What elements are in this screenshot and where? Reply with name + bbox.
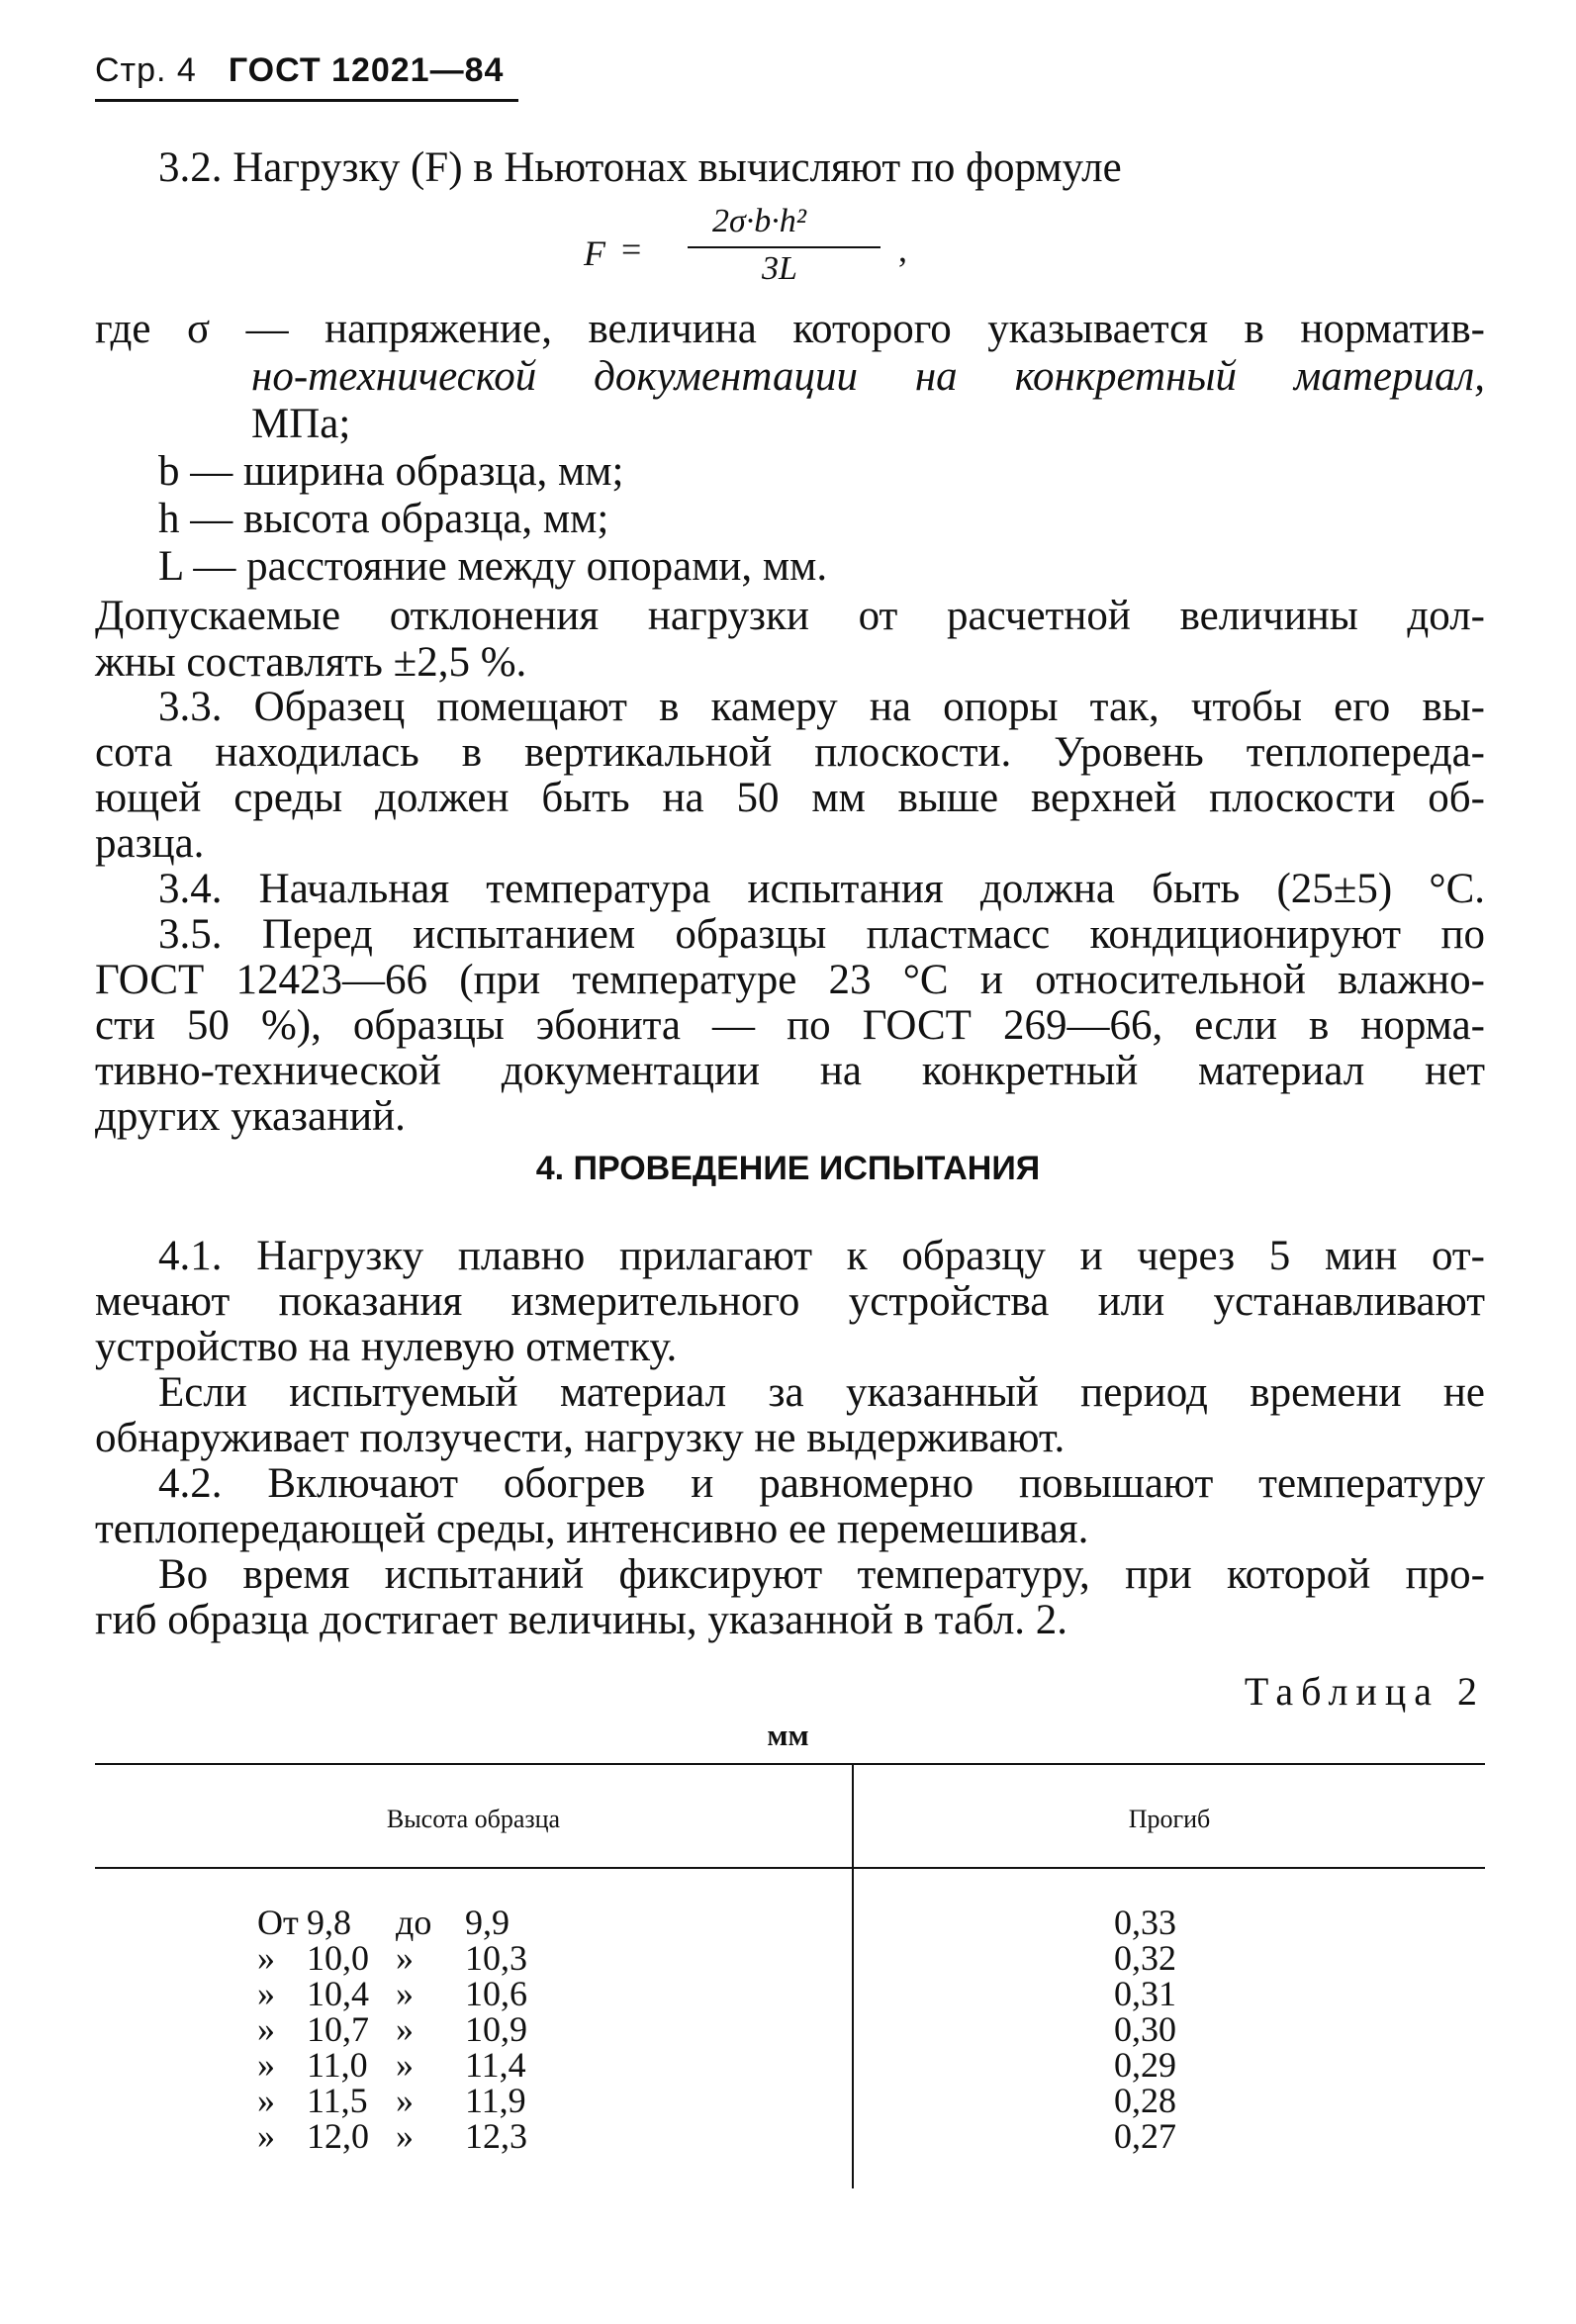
- clause-3-5-line-5: других указаний.: [95, 1093, 406, 1140]
- clause-3-5-line-3: сти 50 %), образцы эбонита — по ГОСТ 269—66, если в норма-: [95, 1002, 1485, 1049]
- clause-4-1-line-2: мечают показания измерительного устройства или устанавливают: [95, 1278, 1485, 1325]
- no-creep-line-1: Если испытуемый материал за указанный период времени не: [158, 1369, 1485, 1416]
- table-row-deflection: 0,31: [1114, 1974, 1176, 2013]
- formula-numerator: 2σ·b·h²: [712, 203, 806, 239]
- section-4-heading: 4. ПРОВЕДЕНИЕ ИСПЫТАНИЯ: [535, 1150, 1041, 1187]
- table-row-deflection: 0,30: [1114, 2009, 1176, 2049]
- clause-4-1-line-3: устройство на нулевую отметку.: [95, 1324, 678, 1370]
- formula-fraction-bar: [688, 246, 881, 248]
- table-row-height: » 12,0 » 12,3: [257, 2116, 527, 2156]
- tolerance-line-2: жны составлять ±2,5 %.: [95, 639, 527, 686]
- no-creep-line-2: обнаруживает ползучести, нагрузку не выдерживают.: [95, 1415, 1066, 1461]
- table-unit: мм: [767, 1718, 809, 1752]
- table-row-deflection: 0,27: [1114, 2116, 1176, 2156]
- definition-sigma-line-3: МПа;: [251, 401, 351, 447]
- page-number: Стр. 4: [95, 51, 197, 89]
- clause-3-5-line-4: тивно-технической документации на конкретный материал нет: [95, 1048, 1485, 1094]
- clause-4-2-line-2: теплопередающей среды, интенсивно ее перемешивая.: [95, 1506, 1089, 1552]
- table-header-height: Высота образца: [386, 1805, 561, 1833]
- formula-lhs: F: [584, 233, 605, 273]
- clause-3-3-line-1: 3.3. Образец помещают в камеру на опоры так, чтобы его вы-: [158, 684, 1485, 730]
- formula-comma: ,: [898, 230, 907, 269]
- clause-3-3-line-2: сота находилась в вертикальной плоскости. Уровень теплопереда-: [95, 729, 1485, 776]
- standard-number: ГОСТ 12021—84: [228, 51, 505, 89]
- clause-3-5-line-2: ГОСТ 12423—66 (при температуре 23 °С и относительной влажно-: [95, 957, 1485, 1003]
- record-temperature-line-2: гиб образца достигает величины, указанной в табл. 2.: [95, 1597, 1068, 1643]
- page-header: [95, 51, 504, 90]
- definition-sigma-line-1: где σ — напряжение, величина которого указывается в норматив-: [95, 306, 1485, 352]
- table-header-deflection: Прогиб: [1128, 1805, 1211, 1833]
- clause-4-1-line-1: 4.1. Нагрузку плавно прилагают к образцу и через 5 мин от-: [158, 1233, 1485, 1279]
- record-temperature-line-1: Во время испытаний фиксируют температуру, при которой про-: [158, 1551, 1485, 1598]
- table-header-rule: [95, 1867, 1485, 1869]
- tolerance-line-1: Допускаемые отклонения нагрузки от расчетной величины дол-: [95, 593, 1485, 639]
- table-row-deflection: 0,32: [1114, 1938, 1176, 1978]
- clause-3-3-line-3: ющей среды должен быть на 50 мм выше верхней плоскости об-: [95, 775, 1485, 821]
- clause-3-4: 3.4. Начальная температура испытания должна быть (25±5) °С.: [158, 866, 1485, 912]
- table-row-height: » 10,0 » 10,3: [257, 1938, 527, 1978]
- table-row-deflection: 0,28: [1114, 2081, 1176, 2120]
- header-rule: [95, 99, 518, 102]
- clause-3-3-line-4: разца.: [95, 820, 205, 867]
- clause-3-2: 3.2. Нагрузку (F) в Ньютонах вычисляют по формуле: [158, 144, 1122, 191]
- table-row-height: От 9,8 до 9,9: [257, 1903, 510, 1942]
- table-top-rule: [95, 1763, 1485, 1765]
- load-formula: [584, 203, 940, 292]
- table-row-deflection: 0,29: [1114, 2045, 1176, 2085]
- table-caption: Таблица 2: [1244, 1669, 1485, 1714]
- table-row-height: » 10,4 » 10,6: [257, 1974, 527, 2013]
- definition-b: b — ширина образца, мм;: [158, 448, 624, 495]
- table-row-height: » 11,5 » 11,9: [257, 2081, 526, 2120]
- formula-denominator: 3L: [762, 250, 797, 287]
- definition-L: L — расстояние между опорами, мм.: [158, 543, 828, 590]
- table-row-deflection: 0,33: [1114, 1903, 1176, 1942]
- clause-4-2-line-1: 4.2. Включают обогрев и равномерно повышают температуру: [158, 1460, 1485, 1507]
- definition-h: h — высота образца, мм;: [158, 496, 609, 542]
- definition-sigma-line-2: но-технической документации на конкретный материал,: [251, 353, 1485, 400]
- formula-equals: =: [621, 230, 642, 269]
- table-row-height: » 10,7 » 10,9: [257, 2009, 527, 2049]
- clause-3-5-line-1: 3.5. Перед испытанием образцы пластмасс кондиционируют по: [158, 911, 1485, 958]
- table-row-height: » 11,0 » 11,4: [257, 2045, 526, 2085]
